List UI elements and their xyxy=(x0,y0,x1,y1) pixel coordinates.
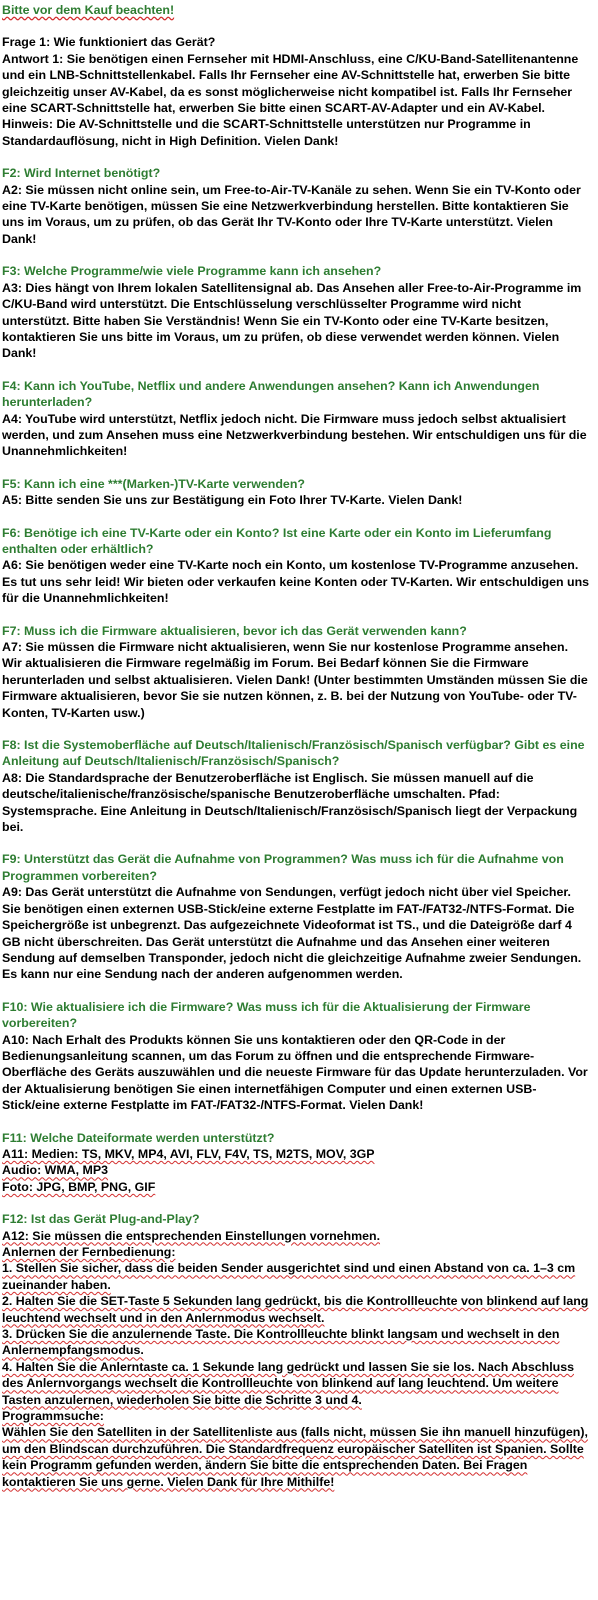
faq-answer-8: A8: Die Standardsprache der Benutzeroberfläche ist Englisch. Sie müssen manuell auf die deutsche/italienische/französische/spanische Benutzeroberfläche umschalten. Pfad: Systemsprache. Eine Anleitung in Deutsch/Italienisch/Französisch/Spanisch liegt der Verpackung bei. xyxy=(2,770,578,835)
faq-question-7: F7: Muss ich die Firmware aktualisieren, bevor ich das Gerät verwenden kann? xyxy=(2,623,467,638)
faq-answer-10: A10: Nach Erhalt des Produkts können Sie uns kontaktieren oder den QR-Code in der Bedienungsanleitung scannen, um das Forum zu öffnen und die entsprechende Firmware-Oberfläche des Geräts auszuwählen und die neueste Firmware für das Update herunterzuladen. Vor der Aktualisierung benötigen Sie einen internetfähigen Computer und einen externen USB-Stick/eine externe Festplatte im FAT-/FAT32-/NTFS-Format. Vielen Dank! xyxy=(2,1032,588,1113)
text-line: A11: Medien: TS, MKV, MP4, AVI, FLV, F4V, TS, M2TS, MOV, 3GP xyxy=(2,1146,375,1161)
faq-question-3: F3: Welche Programme/wie viele Programme kann ich ansehen? xyxy=(2,264,382,279)
faq-answer-6: A6: Sie benötigen weder eine TV-Karte noch ein Konto, um kostenlose TV-Programme anzusehen. Es tut uns sehr leid! Wir bieten oder verkaufen keine Konten oder TV-Karten. Wir entschuldigen uns für die Unannehmlichkeiten! xyxy=(2,558,590,606)
text-line: Audio: WMA, MP3 xyxy=(2,1163,108,1178)
faq-item-12 xyxy=(2,1211,590,1490)
text-line: Wählen Sie den Satelliten in der Satellitenliste aus (falls nicht, müssen Sie ihn manuell hinzufügen), um den Blindscan durchzuführen. Die Standardfrequenz europäischer Satelliten ist Spanien. Sollte kein Programm gefunden werden, ändern Sie bitte die entsprechenden Daten. Bei Fragen kontaktieren Sie uns gerne. Vielen Dank für Ihre Mithilfe! xyxy=(2,1425,588,1489)
text-line: Anlernen der Fernbedienung: xyxy=(2,1245,176,1259)
faq-item-9 xyxy=(2,851,590,982)
text-line: 1. Stellen Sie sicher, dass die beiden Sender ausgerichtet sind und einen Abstand von ca. 1–3 cm zueinander haben. xyxy=(2,1261,576,1292)
faq-item-3 xyxy=(2,263,590,361)
text-line: 3. Drücken Sie die anzulernende Taste. Die Kontrollleuchte blinkt langsam und wechselt in den Anlernempfangsmodus. xyxy=(2,1327,560,1358)
faq-answer-3: A3: Dies hängt von Ihrem lokalen Satellitensignal ab. Das Ansehen aller Free-to-Air-Programme im C/KU-Band wird unterstützt. Die Entschlüsselung verschlüsselter Programme wird nicht unterstützt. Bitte haben Sie Verständnis! Wenn Sie ein TV-Konto oder eine TV-Karte besitzen, kontaktieren Sie uns bitte im Voraus, um zu prüfen, ob diese verwendet werden können. Vielen Dank! xyxy=(2,280,582,361)
faq-item-7 xyxy=(2,623,590,721)
faq-question-12: F12: Ist das Gerät Plug-and-Play? xyxy=(2,1212,200,1227)
faq-question-2: F2: Wird Internet benötigt? xyxy=(2,166,161,181)
faq-question-1: Frage 1: Wie funktioniert das Gerät? xyxy=(2,35,216,50)
text-line: Foto: JPG, BMP, PNG, GIF xyxy=(2,1179,156,1194)
faq-answer-12 xyxy=(2,1228,590,1491)
faq-item-1 xyxy=(2,34,590,149)
text-line: 4. Halten Sie die Anlerntaste ca. 1 Sekunde lang gedrückt und lassen Sie sie los. Nach Abschluss des Anlernvorgangs wechselt die Kontrollleuchte von blinkend auf lang leuchtend. Um weitere Tasten anzulernen, wiederholen Sie bitte die Schritte 3 und 4. xyxy=(2,1359,574,1407)
faq-answer-2: A2: Sie müssen nicht online sein, um Free-to-Air-TV-Kanäle zu sehen. Wenn Sie ein TV-Konto oder eine TV-Karte benötigen, müssen Sie eine Netzwerkverbindung herstellen. Bitte kontaktieren Sie uns im Voraus, um zu prüfen, ob das Gerät Ihr TV-Konto oder Ihre TV-Karte unterstützt. Vielen Dank! xyxy=(2,182,581,246)
faq-item-6 xyxy=(2,525,590,607)
faq-question-6: F6: Benötige ich eine TV-Karte oder ein Konto? Ist eine Karte oder ein Konto im Lieferumfang enthalten oder erhältlich? xyxy=(2,525,552,556)
text-line: Programmsuche: xyxy=(2,1409,104,1424)
faq-question-5: F5: Kann ich eine ***(Marken-)TV-Karte verwenden? xyxy=(2,476,305,491)
faq-item-4 xyxy=(2,378,590,460)
faq-answer-4: A4: YouTube wird unterstützt, Netflix jedoch nicht. Die Firmware muss jedoch selbst aktualisiert werden, und zum Ansehen muss eine Netzwerkverbindung bestehen. Wir entschuldigen uns für die Unannehmlichkeiten! xyxy=(2,411,587,459)
document-title: Bitte vor dem Kauf beachten! xyxy=(2,3,175,17)
faq-answer-1: Antwort 1: Sie benötigen einen Fernseher mit HDMI-Anschluss, eine C/KU-Band-Satellitenantenne und ein LNB-Schnittstellenkabel. Falls Ihr Fernseher eine AV-Schnittstelle hat, erwerben Sie bitte gleichzeitig unser AV-Kabel, da es sonst möglicherweise nicht kompatibel ist. Falls Ihr Fernseher eine SCART-Schnittstelle hat, erwerben Sie bitte einen SCART-AV-Adapter und ein AV-Kabel. Hinweis: Die AV-Schnittstelle und die SCART-Schnittstelle unterstützen nur Programme in Standardauflösung, nicht in High Definition. Vielen Dank! xyxy=(2,51,579,148)
faq-item-11 xyxy=(2,1130,590,1196)
faq-answer-5: A5: Bitte senden Sie uns zur Bestätigung ein Foto Ihrer TV-Karte. Vielen Dank! xyxy=(2,493,463,508)
faq-item-5 xyxy=(2,476,590,509)
faq-question-10: F10: Wie aktualisiere ich die Firmware? Was muss ich für die Aktualisierung der Firmware vorbereiten? xyxy=(2,999,531,1031)
faq-question-8: F8: Ist die Systemoberfläche auf Deutsch/Italienisch/Französisch/Spanisch verfügbar? Gibt es eine Anleitung auf Deutsch/Italienisch/Französisch/Spanisch? xyxy=(2,738,585,769)
faq-item-8 xyxy=(2,737,590,835)
faq-answer-7: A7: Sie müssen die Firmware nicht aktualisieren, wenn Sie nur kostenlose Programme ansehen. Wir aktualisieren die Firmware regelmäßig im Forum. Bei Bedarf können Sie die Firmware herunterladen und selbst aktualisieren. Vielen Dank! (Unter bestimmten Umständen müssen Sie die Firmware aktualisieren, bevor Sie sie nutzen können, z. B. bei der Nutzung von YouTube- oder TV-Konten, TV-Karten usw.) xyxy=(2,640,588,720)
faq-item-2 xyxy=(2,165,590,247)
faq-question-4: F4: Kann ich YouTube, Netflix und andere Anwendungen ansehen? Kann ich Anwendungen herunterladen? xyxy=(2,378,540,410)
faq-question-11: F11: Welche Dateiformate werden unterstützt? xyxy=(2,1130,275,1145)
text-line: 2. Halten Sie die SET-Taste 5 Sekunden lang gedrückt, bis die Kontrollleuchte von blinkend auf lang leuchtend wechselt und in den Anlernmodus wechselt. xyxy=(2,1294,589,1325)
faq-answer-11 xyxy=(2,1146,590,1195)
faq-question-9: F9: Unterstützt das Gerät die Aufnahme von Programmen? Was muss ich für die Aufnahme von Programmen vorbereiten? xyxy=(2,852,564,883)
text-line: A12: Sie müssen die entsprechenden Einstellungen vornehmen. xyxy=(2,1228,381,1243)
faq-item-10 xyxy=(2,999,590,1114)
faq-answer-9: A9: Das Gerät unterstützt die Aufnahme von Sendungen, verfügt jedoch nicht über viel Speicher. Sie benötigen einen externen USB-Stick/eine externe Festplatte im FAT-/FAT32-/NTFS-Format. Die Speichergröße ist unbegrenzt. Das aufgezeichnete Videoformat ist TS., und die Dateigröße darf 4 GB nicht überschreiten. Das Gerät unterstützt die Aufnahme und das Ansehen einer weiteren Sendung auf demselben Transponder, jedoch nicht die gleichzeitige Aufnahme zweier Sendungen. Es kann nur eine Sendung nach der anderen aufgenommen werden. xyxy=(2,885,582,982)
